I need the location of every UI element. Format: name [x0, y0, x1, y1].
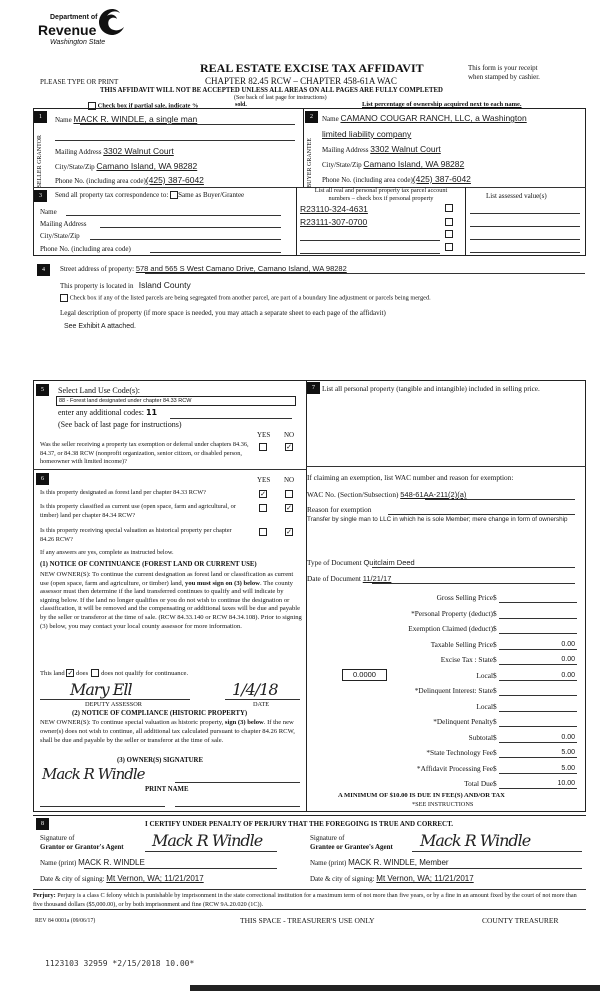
assessed-value-1[interactable]	[470, 213, 580, 214]
exemption-label: If claiming an exemption, list WAC number and reason for exemption:	[307, 473, 514, 482]
same-as-buyer-checkbox[interactable]	[170, 191, 178, 199]
amount-field[interactable]	[499, 618, 577, 619]
yes-header-5: YES	[257, 431, 271, 439]
ownership-note: List percentage of ownership acquired next to each name.	[362, 101, 522, 108]
grantor-name-row: Name (print) MACK R. WINDLE	[40, 858, 145, 867]
personal-property-label: List all personal property (tangible and intangible) included in selling price.	[322, 385, 540, 393]
assessor-date: 1/4/18	[232, 680, 278, 699]
doc-type-row: Type of Document Quitclaim Deed	[307, 558, 415, 567]
located-row: This property is located in Island County	[60, 280, 191, 290]
section-2-badge: 2	[305, 111, 318, 123]
corr-name-label: Name	[40, 208, 57, 216]
amount-label: Local	[476, 670, 493, 680]
seller-phone[interactable]: (425) 387-6042	[145, 175, 204, 185]
amount-field[interactable]	[499, 711, 577, 712]
section-6-badge: 6	[36, 473, 49, 485]
owner-signature: Mack R Windle	[42, 765, 145, 783]
seller-mailing-row: Mailing Address 3302 Walnut Court	[55, 146, 174, 156]
section-1-badge: 1	[34, 111, 47, 123]
currency-sign: $	[493, 763, 497, 773]
amount-label: *Affidavit Processing Fee	[416, 763, 493, 773]
logo-wave-icon	[98, 8, 126, 38]
amount-field[interactable]	[499, 788, 577, 789]
sold-label: sold.	[235, 102, 247, 108]
minimum-due-note: A MINIMUM OF $10.00 IS DUE IN FEE(S) AND/OR TAX	[338, 792, 505, 799]
no-header-5: NO	[284, 431, 295, 439]
exemption-yes-checkbox[interactable]	[259, 443, 267, 451]
parcels-header: List all real and personal property tax parcel account numbers – check box if personal property	[314, 187, 448, 202]
wac-row: WAC No. (Section/Subsection) 548-61AA-211(2)(a)	[307, 490, 467, 499]
seller-mailing[interactable]: 3302 Walnut Court	[103, 146, 174, 156]
form-subtitle: CHAPTER 82.45 RCW – CHAPTER 458-61A WAC	[205, 76, 397, 86]
wac-number[interactable]: 548-61AA-211(2)(a)	[400, 490, 467, 499]
amount-label: Taxable Selling Price	[430, 639, 493, 649]
logo-line1: Department of	[50, 14, 98, 21]
segregated-checkbox[interactable]	[60, 294, 68, 302]
designation-question-3: Is this property receiving special valuation as historical property per chapter 84.26 RCW?	[40, 527, 232, 543]
seller-name-row: Name MACK R. WINDLE, a single man	[55, 114, 198, 124]
receipt-note-2: when stamped by cashier.	[468, 73, 540, 81]
buyer-city-row: City/State/Zip Camano Island, WA 98282	[322, 159, 465, 169]
amount-field[interactable]	[499, 680, 577, 681]
logo-line2: Revenue	[38, 22, 97, 38]
amount-field[interactable]	[499, 695, 577, 696]
currency-sign: $	[493, 701, 497, 711]
assessed-value-3[interactable]	[470, 239, 580, 240]
grantee-signature: Mack R Windle	[420, 831, 531, 850]
grantor-date-row: Date & city of signing: Mt Vernon, WA; 11/21/2017	[40, 874, 204, 883]
street-row: Street address of property: 578 and 565 S West Camano Drive, Camano Island, WA 98282	[60, 264, 347, 273]
amount-label: *Delinquent Penalty	[433, 717, 493, 726]
no-header-6: NO	[284, 476, 295, 484]
historic-no-checkbox[interactable]: ✓	[286, 528, 292, 536]
legal-label: Legal description of property (if more space is needed, you may attach a separate sheet to each page of the affidavit)	[60, 309, 386, 317]
notice-2-title: (2) NOTICE OF COMPLIANCE (HISTORIC PROPERTY)	[72, 710, 248, 717]
seller-city[interactable]: Camano Island, WA 98282	[96, 161, 198, 171]
amount-field[interactable]	[499, 602, 577, 603]
completion-warning: THIS AFFIDAVIT WILL NOT BE ACCEPTED UNLESS ALL AREAS ON ALL PAGES ARE FULLY COMPLETED	[100, 87, 443, 94]
amount-field[interactable]	[499, 633, 577, 634]
seller-phone-row: Phone No. (including area code)(425) 387-6042	[55, 175, 204, 185]
currency-sign: $	[493, 748, 497, 757]
currency-sign: $	[493, 732, 497, 742]
grantee-sig-label: Signature of Grantee or Grantee's Agent	[310, 834, 393, 851]
amount-field[interactable]	[499, 726, 577, 727]
grantor-date-city[interactable]: Mt Vernon, WA; 11/21/2017	[106, 874, 204, 883]
see-back-5: (See back of last page for instructions)	[58, 420, 182, 429]
deputy-assessor-label: DEPUTY ASSESSOR	[85, 701, 142, 708]
assessed-value-4[interactable]	[470, 252, 580, 253]
corr-city-label: City/State/Zip	[40, 232, 80, 240]
amount-field[interactable]	[499, 773, 577, 774]
currency-sign: $	[493, 779, 497, 788]
currency-sign: $	[493, 717, 497, 726]
additional-codes-row: enter any additional codes: 11	[58, 408, 158, 417]
amount-label: Subtotal	[468, 732, 493, 742]
currency-sign: $	[493, 655, 497, 664]
buyer-mailing-row: Mailing Address 3302 Walnut Court	[322, 144, 441, 154]
form-title: REAL ESTATE EXCISE TAX AFFIDAVIT	[200, 61, 424, 75]
amount-field[interactable]	[499, 664, 577, 665]
assessed-value-2[interactable]	[470, 226, 580, 227]
notice-2-text: NEW OWNER(S): To continue special valuation as historic property, sign (3) below. If the new owner(s) does not wish to continue, all additional tax calculated pursuant to chapter 84.26 RCW, shall be due and payable by the seller or transferor at the time of sale.	[40, 719, 295, 744]
currency-sign: $	[493, 624, 497, 633]
current-use-yes-checkbox[interactable]	[259, 504, 267, 512]
currency-sign: $	[493, 608, 497, 618]
amount-value: 0.00	[561, 671, 575, 679]
parcel-4-personal-checkbox[interactable]	[445, 243, 453, 251]
currency-sign: $	[493, 686, 497, 695]
land-use-select[interactable]: 88 - Forest land designated under chapter 84.33 RCW	[56, 396, 296, 406]
parcel-1-personal-checkbox[interactable]	[445, 204, 453, 212]
reason-label: Reason for exemption	[307, 505, 372, 514]
buyer-phone-row: Phone No. (including area code)(425) 387-6042	[322, 174, 471, 184]
logo-line3: Washington State	[50, 39, 106, 46]
currency-sign: $	[493, 670, 497, 680]
buyer-name[interactable]: CAMANO COUGAR RANCH, LLC, a Washington	[340, 113, 527, 123]
cashier-stamp: 1123103 32959 *2/15/2018 10.00*	[45, 959, 195, 968]
amount-field[interactable]	[499, 649, 577, 650]
grantor-sig-label: Signature of Grantor or Grantor's Agent	[40, 834, 124, 851]
yes-header-6: YES	[257, 476, 271, 484]
buyer-mailing[interactable]: 3302 Walnut Court	[370, 144, 441, 154]
corr-phone-label: Phone No. (including area code)	[40, 245, 131, 253]
amount-label: Excise Tax : State	[440, 655, 493, 664]
amount-label: Local	[476, 701, 493, 711]
assessed-header: List assessed value(s)	[486, 192, 547, 200]
does-qualify-checkbox[interactable]: ✓	[67, 669, 74, 678]
parcel-2-personal-checkbox[interactable]	[445, 218, 453, 226]
corr-mailing-input[interactable]	[100, 227, 281, 228]
if-yes-note: If any answers are yes, complete as instructed below.	[40, 549, 174, 556]
owner-print-name-2[interactable]	[175, 806, 300, 807]
corr-mailing-label: Mailing Address	[40, 220, 87, 228]
designation-question-2: Is this property classified as current use (open space, farm and agricultural, or timber) land per chapter 84.34 RCW?	[40, 503, 236, 519]
street-address[interactable]: 578 and 565 S West Camano Drive, Camano Island, WA 98282	[135, 264, 347, 273]
land-use-label: Select Land Use Code(s):	[58, 386, 140, 395]
amount-field[interactable]	[499, 742, 577, 743]
amount-label: *Personal Property (deduct)	[411, 608, 493, 618]
see-back-note: (See back of last page for instructions)	[234, 95, 327, 101]
currency-sign: $	[493, 593, 497, 602]
exemption-question: Was the seller receiving a property tax exemption or deferral under chapters 84.36, 84.37, or 84.38 RCW (nonprofit organization, senior citizen, or disabled person, homeowner with limited income)?	[40, 441, 249, 465]
amount-label: *Delinquent Interest: State	[414, 686, 493, 695]
seller-city-row: City/State/Zip Camano Island, WA 98282	[55, 161, 198, 171]
buyer-side-label: BUYER GRANTEE	[307, 138, 313, 188]
section-8-badge: 8	[36, 818, 49, 830]
grantee-date-row: Date & city of signing: Mt Vernon, WA; 11/21/2017	[310, 874, 474, 883]
amount-label: Total Due	[464, 779, 493, 788]
grantee-name-row: Name (print) MACK R. WINDLE, Member	[310, 858, 449, 867]
county-treasurer-label: COUNTY TREASURER	[482, 916, 559, 925]
amount-value: 0.00	[561, 640, 575, 648]
doc-date-row: Date of Document 11/21/17	[307, 574, 392, 583]
segregated-row: Check box if any of the listed parcels are being segregated from another parcel, are part of a boundary line adjustment or parcels being merged.	[60, 294, 431, 302]
please-print: PLEASE TYPE OR PRINT	[40, 78, 119, 86]
amount-label: Exemption Claimed (deduct)	[408, 624, 493, 633]
certify-title: I CERTIFY UNDER PENALTY OF PERJURY THAT THE FOREGOING IS TRUE AND CORRECT.	[145, 820, 454, 828]
buyer-name-row: Name CAMANO COUGAR RANCH, LLC, a Washington	[322, 113, 527, 123]
grantee-print-name[interactable]: MACK R. WINDLE, Member	[348, 858, 449, 867]
grantee-date-city[interactable]: Mt Vernon, WA; 11/21/2017	[376, 874, 474, 883]
date-label: DATE	[253, 701, 270, 708]
amount-value: 0.00	[561, 733, 575, 741]
dor-logo	[36, 8, 128, 68]
buyer-name-2[interactable]: limited liability company	[322, 129, 412, 139]
designation-question-1: Is this property designated as forest land per chapter 84.33 RCW?	[40, 489, 206, 496]
grantor-print-name[interactable]: MACK R. WINDLE	[78, 858, 145, 867]
does-not-qualify-checkbox[interactable]	[91, 669, 99, 677]
additional-codes[interactable]: 11	[145, 408, 158, 417]
parcel-3-personal-checkbox[interactable]	[445, 230, 453, 238]
owner-print-name-1[interactable]	[40, 806, 165, 807]
forest-no-checkbox[interactable]	[285, 490, 293, 498]
county[interactable]: Island County	[138, 280, 191, 290]
parcel-1[interactable]: R23110-324-4631	[300, 204, 368, 214]
print-name-label: PRINT NAME	[145, 786, 189, 793]
section-3-badge: 3	[34, 190, 47, 202]
section-7-badge: 7	[307, 382, 320, 394]
exemption-no-checkbox[interactable]: ✓	[286, 443, 292, 451]
corr-name-input[interactable]	[66, 215, 281, 216]
forest-yes-checkbox[interactable]: ✓	[260, 490, 266, 498]
amount-value: 0.00	[561, 656, 575, 663]
current-use-no-checkbox[interactable]: ✓	[286, 504, 292, 512]
assessor-signature: Mary Ell	[70, 680, 132, 699]
owner-signature-label: (3) OWNER(S) SIGNATURE	[117, 757, 203, 764]
section-5-badge: 5	[36, 384, 49, 396]
section-4-badge: 4	[37, 264, 50, 276]
notice-1-title: (1) NOTICE OF CONTINUANCE (FOREST LAND OR CURRENT USE)	[40, 561, 257, 568]
amount-field[interactable]	[499, 757, 577, 758]
amount-value: 10.00	[557, 780, 575, 787]
form-revision: REV 84 0001a (09/06/17)	[35, 918, 96, 924]
local-rate-box[interactable]: 0.0000	[342, 669, 387, 681]
seller-side-label: SELLER GRANTOR	[37, 135, 43, 188]
legal-description[interactable]: See Exhibit A attached.	[64, 323, 136, 330]
currency-sign: $	[493, 639, 497, 649]
corr-city-input[interactable]	[90, 239, 281, 240]
continuance-row: This land ✓ does does not qualify for continuance.	[40, 669, 189, 678]
partial-sale-label: Check box if partial sale, indicate %	[97, 102, 199, 110]
exemption-reason[interactable]: Transfer by single man to LLC in which he is sole Member; mere change in form of ownership	[307, 516, 568, 523]
parcel-2[interactable]: R23111-307-0700	[300, 217, 368, 227]
see-instructions: *SEE INSTRUCTIONS	[412, 801, 474, 808]
perjury-notice: Perjury: Perjury is a class C felony which is punishable by imprisonment in the state correctional institution for a maximum term of not more than five years, or by a fine in an amount fixed by the court of not more than five thousand dollars ($5,000.00), or by both imprisonment and fine (RCW 9A.20.020 (1C)).	[33, 892, 586, 910]
corr-phone-input[interactable]	[150, 252, 281, 253]
doc-date[interactable]: 11/21/17	[362, 574, 392, 583]
treasurer-use-label: THIS SPACE - TREASURER'S USE ONLY	[240, 916, 375, 925]
doc-type[interactable]: Quitclaim Deed	[363, 558, 415, 567]
amount-value: 5.00	[561, 764, 575, 772]
amount-value: 5.00	[561, 749, 575, 756]
grantor-signature: Mack R Windle	[152, 831, 263, 850]
amount-label: Gross Selling Price	[436, 593, 493, 602]
buyer-city[interactable]: Camano Island, WA 98282	[363, 159, 465, 169]
seller-name[interactable]: MACK R. WINDLE, a single man	[73, 114, 198, 124]
notice-1-text: NEW OWNER(S): To continue the current designation as forest land or classification as current use (open space, farm and agriculture, or timber) land, you must sign on (3) below. The county assessor must then determine if the land transferred continues to qualify and will indicate by signing below. If the land no longer qualifies or you do not wish to continue the designation or classification, it will be removed and the compensating or additional taxes will be due and payable by the seller or transferor at the time of sale. (RCW 84.33.140 or RCW 84.34.108). Prior to signing (3) below, you may contact your local county assessor for more information.	[40, 571, 302, 630]
amount-label: *State Technology Fee	[426, 748, 493, 757]
buyer-phone[interactable]: (425) 387-6042	[412, 174, 471, 184]
historic-yes-checkbox[interactable]	[259, 528, 267, 536]
correspondence-row: Send all property tax correspondence to: Same as Buyer/Grantee	[55, 191, 245, 199]
receipt-note-1: This form is your receipt	[468, 64, 538, 72]
